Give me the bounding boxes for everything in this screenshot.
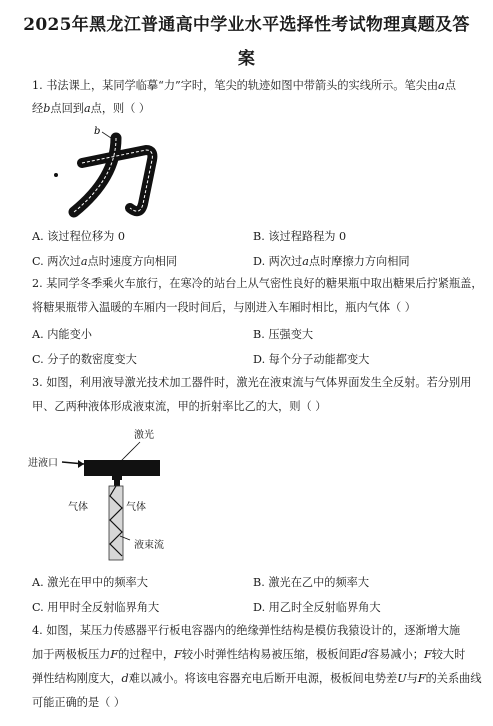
q3-option-c: C. 用甲时全反射临界角大 — [32, 601, 160, 614]
q1-option-c: C. 两次过a点时速度方向相同 — [32, 255, 178, 268]
q3-stem-line2: 甲、乙两种液体形成液束流，甲的折射率比乙的大，则（ ） — [32, 400, 327, 413]
q3-figure-label-gas-right: 气体 — [126, 502, 146, 513]
q2-stem-line2: 将糖果瓶带入温暖的车厢内一段时间后，与刚进入车厢时相比，瓶内气体（ ） — [32, 301, 416, 314]
q1-figure-point-a — [54, 173, 58, 177]
q4-stem-line1: 4. 如图，某压力传感器平行板电容器内的绝缘弹性结构是模仿我猿设计的，逐渐增大施 — [32, 624, 461, 637]
q1-figure-label-b: b — [94, 126, 101, 137]
q1-figure-li-character — [50, 120, 180, 220]
q1-option-d: D. 两次过a点时摩擦力方向相同 — [253, 255, 410, 268]
q3-figure-nozzle-tip — [112, 476, 122, 486]
q2-option-b: B. 压强变大 — [253, 328, 314, 341]
q4-stem-line2: 加于两极板压力F的过程中，F较小时弹性结构易被压缩，极板间距d容易减小；F较大时 — [32, 648, 466, 661]
q3-figure-label-inlet: 进液口 — [28, 458, 58, 469]
q3-option-a: A. 激光在甲中的频率大 — [32, 576, 148, 589]
q3-figure-inlet-arrowhead — [78, 460, 84, 468]
doc-title-line2: 案 — [237, 49, 256, 69]
q3-figure-label-stream: 液束流 — [134, 540, 164, 551]
q3-option-d: D. 用乙时全反射临界角大 — [253, 601, 381, 614]
q2-option-a: A. 内能变小 — [32, 328, 92, 341]
q1-option-b: B. 该过程路程为 0 — [253, 230, 347, 243]
q3-option-b: B. 激光在乙中的频率大 — [253, 576, 370, 589]
doc-title-line1: 2025年黑龙江普通高中学业水平选择性考试物理真题及答 — [23, 15, 470, 35]
li-character-strokes — [74, 138, 152, 212]
q1-stem-line2: 经b点回到a点，则（ ） — [32, 102, 151, 115]
q3-figure-label-gas-left: 气体 — [68, 502, 88, 513]
q3-stem-line1: 3. 如图，利用液导激光技术加工器件时，激光在液束流与气体界面发生全反射。若分别用 — [32, 376, 472, 389]
q1-option-a: A. 该过程位移为 0 — [32, 230, 125, 243]
q4-stem-line4: 可能正确的是（ ） — [32, 696, 126, 709]
q1-stem-line1: 1. 书法课上，某同学临摹“力”字时，笔尖的轨迹如图中带箭头的实线所示。笔尖由a点 — [32, 79, 456, 92]
q3-figure-label-laser: 激光 — [134, 430, 154, 441]
q2-option-c: C. 分子的数密度变大 — [32, 353, 137, 366]
q3-figure-laser-nozzle — [28, 424, 198, 564]
q4-stem-line3: 弹性结构刚度大，d难以减小。将该电容器充电后断开电源，极板间电势差U与F的关系曲线 — [32, 672, 482, 685]
q2-option-d: D. 每个分子动能都变大 — [253, 353, 370, 366]
q3-figure-nozzle-head — [84, 460, 160, 476]
q2-stem-line1: 2. 某同学冬季乘火车旅行，在寒冷的站台上从气密性良好的糖果瓶中取出糖果后拧紧瓶盖， — [32, 277, 483, 290]
q3-figure-laser-pointer — [120, 442, 140, 462]
